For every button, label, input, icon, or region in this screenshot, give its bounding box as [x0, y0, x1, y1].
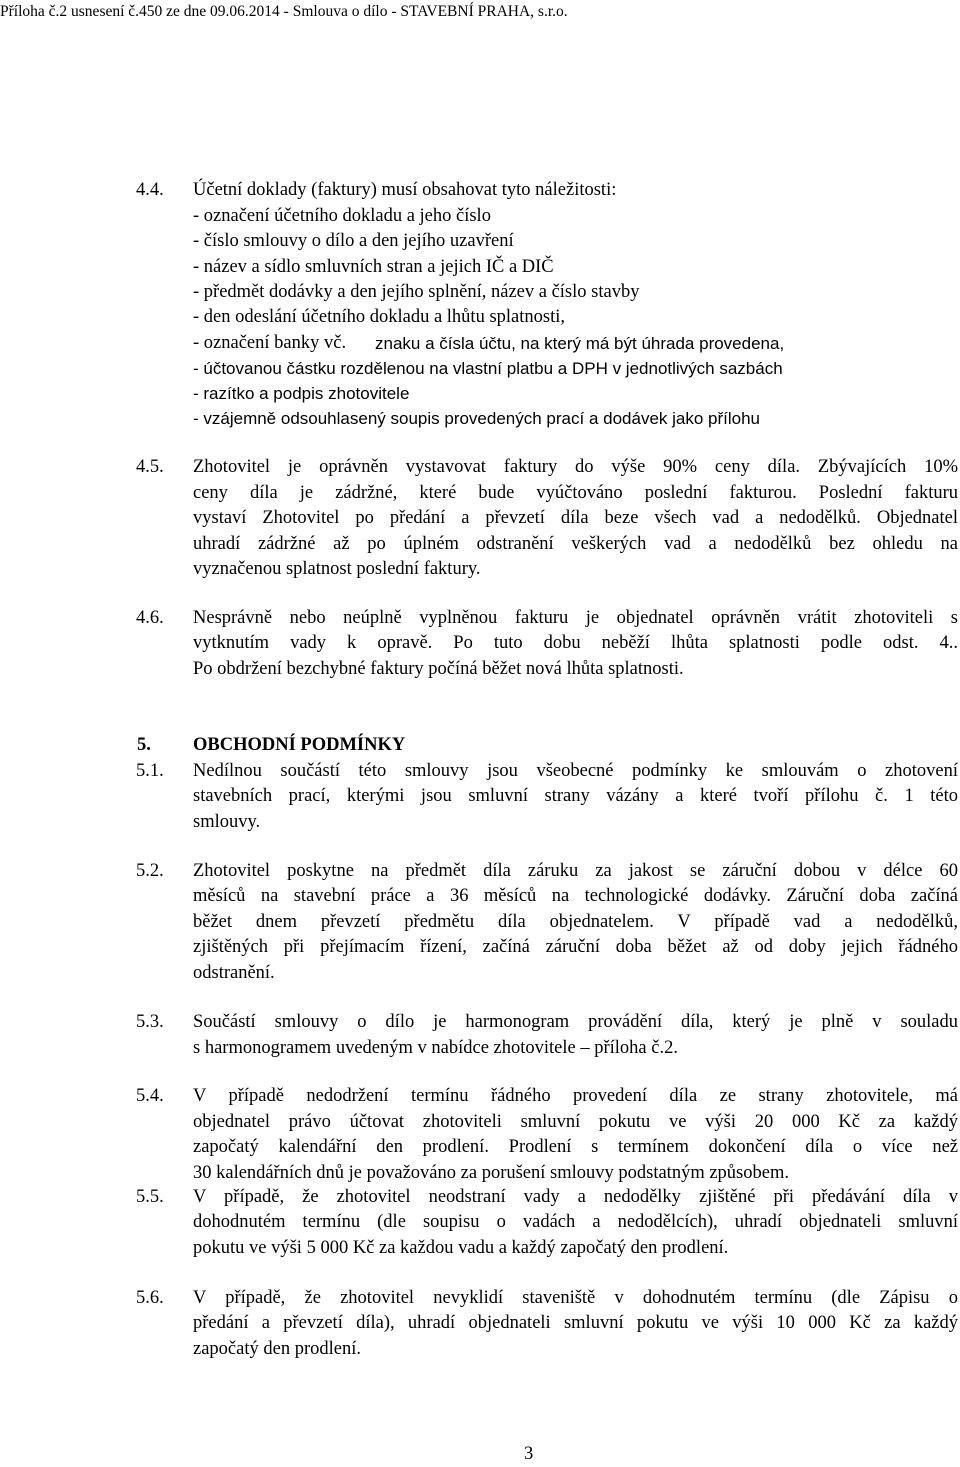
list-item: - účtovanou částku rozdělenou na vlastní platbu a DPH v jednotlivých sazbách	[193, 359, 783, 378]
paragraph-line: smlouvy.	[193, 812, 261, 832]
paragraph-line: vyznačenou splatnost poslední faktury.	[193, 559, 481, 579]
paragraph-line: vystaví Zhotovitel po předání a převzetí díla beze všech vad a nedodělků. Objednatel	[193, 508, 958, 528]
section-number-5-4: 5.4.	[136, 1086, 164, 1106]
paragraph-line: V případě nedodržení termínu řádného provedení díla ze strany zhotovitele, má	[193, 1086, 958, 1106]
list-item: - vzájemně odsouhlasený soupis provedených prací a dodávek jako přílohu	[193, 409, 761, 428]
paragraph-line: vytknutím vady k opravě. Po tuto dobu neběží lhůta splatnosti podle odst. 4..	[193, 633, 958, 653]
section-heading: OBCHODNÍ PODMÍNKY	[193, 735, 406, 755]
list-item: - den odeslání účetního dokladu a lhůtu splatnosti,	[193, 307, 565, 327]
section-number-5-1: 5.1.	[136, 761, 164, 781]
paragraph-line: s harmonogramem uvedeným v nabídce zhotovitele – příloha č.2.	[193, 1038, 678, 1058]
paragraph-line: uhradí zádržné až po úplném odstranění veškerých vad a nedodělků bez ohledu na	[193, 534, 958, 554]
paragraph-line: odstranění.	[193, 963, 275, 983]
section-4-4-intro: Účetní doklady (faktury) musí obsahovat tyto náležitosti:	[193, 180, 617, 200]
paragraph-line: Nesprávně nebo neúplně vyplněnou fakturu je objednatel oprávněn vrátit zhotoviteli s	[193, 608, 958, 628]
section-number-4-4: 4.4.	[136, 180, 164, 200]
paragraph-line: započatý den prodlení.	[193, 1339, 361, 1359]
list-item: - předmět dodávky a den jejího splnění, název a číslo stavby	[193, 282, 640, 302]
section-number-5-2: 5.2.	[136, 861, 164, 881]
paragraph-line: Zhotovitel poskytne na předmět díla záruku za jakost se záruční dobou v délce 60	[193, 861, 958, 881]
paragraph-line: Nedílnou součástí této smlouvy jsou všeobecné podmínky ke smlouvám o zhotovení	[193, 761, 958, 781]
document-header: Příloha č.2 usnesení č.450 ze dne 09.06.2014 - Smlouva o dílo - STAVEBNÍ PRAHA, s.r.o.	[0, 3, 568, 20]
page-number: 3	[524, 1444, 534, 1464]
paragraph-line: V případě, že zhotovitel nevyklidí staveniště v dohodnutém termínu (dle Zápisu o	[193, 1288, 958, 1308]
list-item: - razítko a podpis zhotovitele	[193, 384, 410, 403]
list-item: - název a sídlo smluvních stran a jejich IČ a DIČ	[193, 257, 554, 277]
list-item-continuation: znaku a čísla účtu, na který má být úhrada provedena,	[375, 334, 785, 353]
paragraph-line: předání a převzetí díla), uhradí objednateli smluvní pokutu ve výši 10 000 Kč za každý	[193, 1313, 958, 1333]
paragraph-line: zjištěných při přejímacím řízení, začíná záruční doba běžet až od doby jejich řádného	[193, 937, 958, 957]
section-number-4-5: 4.5.	[136, 457, 164, 477]
paragraph-line: ceny díla je zádržné, které bude vyúčtováno poslední fakturou. Poslední fakturu	[193, 483, 958, 503]
paragraph-line: stavebních prací, kterými jsou smluvní strany vázány a které tvoří přílohu č. 1 této	[193, 786, 958, 806]
section-number-4-6: 4.6.	[136, 608, 164, 628]
paragraph-line: Zhotovitel je oprávněn vystavovat faktury do výše 90% ceny díla. Zbývajících 10%	[193, 457, 958, 477]
paragraph-line: V případě, že zhotovitel neodstraní vady a nedodělky zjištěné při předávání díla v	[193, 1187, 958, 1207]
paragraph-line: běžet dnem převzetí předmětu díla objednatelem. V případě vad a nedodělků,	[193, 912, 958, 932]
section-number-5-6: 5.6.	[136, 1288, 164, 1308]
paragraph-line: Součástí smlouvy o dílo je harmonogram provádění díla, který je plně v souladu	[193, 1012, 958, 1032]
list-item: - označení banky vč.	[193, 333, 347, 353]
section-number-5: 5.	[137, 735, 151, 755]
list-item: - číslo smlouvy o dílo a den jejího uzavření	[193, 231, 514, 251]
section-number-5-3: 5.3.	[136, 1012, 164, 1032]
paragraph-line: měsíců na stavební práce a 36 měsíců na technologické dodávky. Záruční doba začíná	[193, 886, 958, 906]
paragraph-line: objednatel právo účtovat zhotoviteli smluvní pokutu ve výši 20 000 Kč za každý	[193, 1112, 958, 1132]
paragraph-line: 30 kalendářních dnů je považováno za porušení smlouvy podstatným způsobem.	[193, 1163, 789, 1183]
paragraph-line: pokutu ve výši 5 000 Kč za každou vadu a každý započatý den prodlení.	[193, 1238, 729, 1258]
list-item: - označení účetního dokladu a jeho číslo	[193, 206, 491, 226]
paragraph-line: dohodnutém termínu (dle soupisu o vadách a nedodělcích), uhradí objednateli smluvní	[193, 1212, 958, 1232]
paragraph-line: započatý kalendářní den prodlení. Prodlení s termínem dokončení díla o více než	[193, 1137, 958, 1157]
section-number-5-5: 5.5.	[136, 1187, 164, 1207]
paragraph-line: Po obdržení bezchybné faktury počíná běžet nová lhůta splatnosti.	[193, 659, 684, 679]
